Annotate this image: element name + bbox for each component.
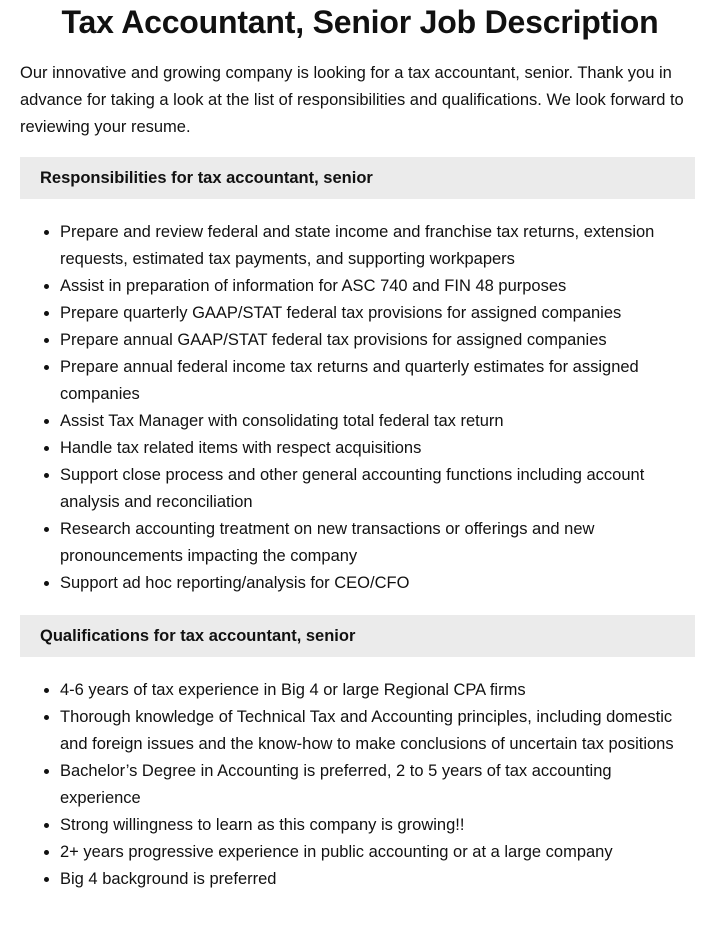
responsibilities-list xyxy=(20,219,695,597)
list-item: • Assist Tax Manager with consolidating total federal tax return xyxy=(60,408,695,435)
list-item: • Research accounting treatment on new transactions or offerings and new pronouncements impacting the company xyxy=(60,516,695,570)
list-item: • Support close process and other general accounting functions including account analysis and reconciliation xyxy=(60,462,695,516)
qualifications-list xyxy=(20,677,695,893)
list-item: • Support ad hoc reporting/analysis for CEO/CFO xyxy=(60,570,695,597)
list-item: • Assist in preparation of information for ASC 740 and FIN 48 purposes xyxy=(60,273,695,300)
list-item: • Thorough knowledge of Technical Tax and Accounting principles, including domestic and foreign issues and the know-how to make conclusions of uncertain tax positions xyxy=(60,704,695,758)
list-item: • Prepare and review federal and state income and franchise tax returns, extension requests, estimated tax payments, and supporting workpapers xyxy=(60,219,695,273)
list-item: • Prepare annual federal income tax returns and quarterly estimates for assigned companies xyxy=(60,354,695,408)
list-item: • Strong willingness to learn as this company is growing!! xyxy=(60,812,695,839)
list-item: • Prepare quarterly GAAP/STAT federal tax provisions for assigned companies xyxy=(60,300,695,327)
page-title: Tax Accountant, Senior Job Description xyxy=(61,4,659,40)
list-item: • Bachelor’s Degree in Accounting is preferred, 2 to 5 years of tax accounting experience xyxy=(60,758,695,812)
list-item: • Prepare annual GAAP/STAT federal tax provisions for assigned companies xyxy=(60,327,695,354)
qualifications-heading: Qualifications for tax accountant, senior xyxy=(20,615,695,657)
list-item: • 4-6 years of tax experience in Big 4 or large Regional CPA firms xyxy=(60,677,695,704)
list-item: • 2+ years progressive experience in public accounting or at a large company xyxy=(60,839,695,866)
intro-paragraph: Our innovative and growing company is looking for a tax accountant, senior. Thank you in advance for taking a look at the list of responsibilities and qualifications. We look forward to reviewing your resume. xyxy=(20,64,684,136)
responsibilities-heading: Responsibilities for tax accountant, senior xyxy=(20,157,695,199)
list-item: • Handle tax related items with respect acquisitions xyxy=(60,435,695,462)
list-item: • Big 4 background is preferred xyxy=(60,866,695,893)
